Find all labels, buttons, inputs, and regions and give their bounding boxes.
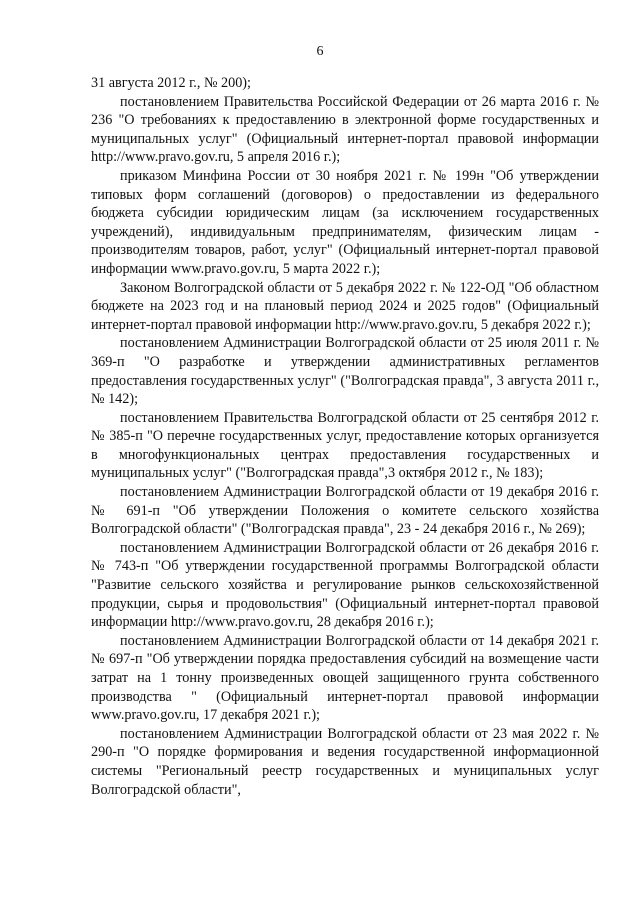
paragraph: постановлением Администрации Волгоградской области от 19 декабря 2016 г. № 691-п "Об утверждении Положения о комитете сельского хозяйства Волгоградской области" ("Волгоградская правда", 23 - 24 декабря 2016 г., № 269); <box>91 484 599 538</box>
paragraph: постановлением Правительства Российской Федерации от 26 марта 2016 г. № 236 "О требованиях к предоставлению в электронной форме государственных и муниципальных услуг" (Официальный интернет-портал правовой информации http://www.pravo.gov.ru, 5 апреля 2016 г.); <box>91 93 599 166</box>
paragraph: постановлением Администрации Волгоградской области от 23 мая 2022 г. № 290-п "О порядке формирования и ведения государственной информационной системы "Региональный реестр государственных и муниципальных услуг Волгоградской области", <box>91 725 599 798</box>
paragraph: постановлением Администрации Волгоградской области от 26 декабря 2016 г. № 743-п "Об утверждении государственной программы Волгоградской области "Развитие сельского хозяйства и регулирование рынков сельскохозяйственной продукции, сырья и продовольствия" (Официальный интернет-портал правовой информации http://www.pravo.gov.ru, 28 декабря 2016 г.); <box>91 539 599 631</box>
paragraph: постановлением Администрации Волгоградской области от 14 декабря 2021 г. № 697-п "Об утверждении порядка предоставления субсидий на возмещение части затрат на 1 тонну произведенных овощей защищенного грунта собственного производства " (Официальный интернет-портал правовой информации www.pravo.gov.ru, 17 декабря 2021 г.); <box>91 632 599 724</box>
paragraph: приказом Минфина России от 30 ноября 2021 г. № 199н "Об утверждении типовых форм соглашений (договоров) о предоставлении из федерального бюджета субсидии юридическим лицам (за исключением государственных учреждений), индивидуальным предпринимателям, физическим лицам - производителям товаров, работ, услуг" (Официальный интернет-портал правовой информации www.pravo.gov.ru, 5 марта 2022 г.); <box>91 167 599 277</box>
document-body <box>91 74 599 799</box>
paragraph: постановлением Администрации Волгоградской области от 25 июля 2011 г. № 369-п "О разработке и утверждении административных регламентов предоставления государственных услуг" ("Волгоградская правда", 3 августа 2011 г., № 142); <box>91 335 599 408</box>
paragraph: постановлением Правительства Волгоградской области от 25 сентября 2012 г. № 385-п "О перечне государственных услуг, предоставление которых организуется в многофункциональных центрах предоставления государственных и муниципальных услуг" ("Волгоградская правда",3 октября 2012 г., № 183); <box>91 409 599 482</box>
paragraph: 31 августа 2012 г., № 200); <box>91 75 251 91</box>
page-number: 6 <box>316 44 324 59</box>
paragraph: Законом Волгоградской области от 5 декабря 2022 г. № 122-ОД "Об областном бюджете на 2023 год и на плановый период 2024 и 2025 годов" (Официальный интернет-портал правовой информации http://www.pravo.gov.ru, 5 декабря 2022 г.); <box>91 279 599 333</box>
